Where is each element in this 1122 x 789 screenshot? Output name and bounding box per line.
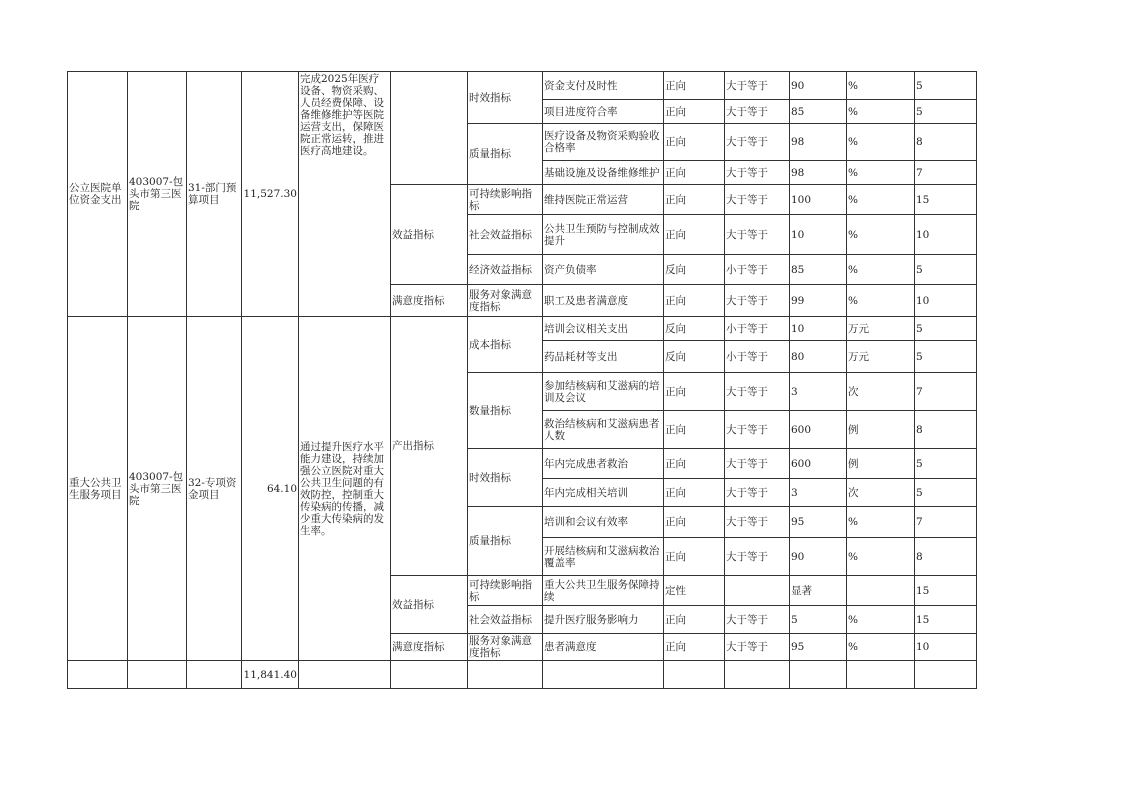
amount-cell: 11,527.30 bbox=[242, 72, 299, 317]
indicator-name-cell: 培训和会议有效率 bbox=[543, 507, 664, 538]
project-name-cell: 重大公共卫生服务项目 bbox=[68, 317, 128, 661]
direction-cell: 正向 bbox=[664, 634, 725, 661]
indicator-name-cell: 患者满意度 bbox=[543, 634, 664, 661]
indicator-name-cell: 年内完成相关培训 bbox=[543, 479, 664, 507]
unit-measure-cell: 次 bbox=[847, 373, 915, 411]
unit-measure-cell: % bbox=[847, 185, 915, 215]
direction-cell: 正向 bbox=[664, 373, 725, 411]
operator-cell: 大于等于 bbox=[725, 606, 790, 634]
empty-cell bbox=[391, 661, 468, 689]
indicator-level1-cell: 效益指标 bbox=[391, 576, 468, 634]
unit-measure-cell: % bbox=[847, 100, 915, 124]
direction-cell: 正向 bbox=[664, 161, 725, 185]
unit-measure-cell: % bbox=[847, 507, 915, 538]
goal-cell: 通过提升医疗水平能力建设，持续加强公立医院对重大公共卫生问题的有效防控，控制重大传染病的传播，减少重大传染病的发生率。 bbox=[299, 317, 391, 661]
indicator-level1-cell: 满意度指标 bbox=[391, 285, 468, 317]
operator-cell: 大于等于 bbox=[725, 538, 790, 576]
weight-cell: 5 bbox=[915, 72, 977, 100]
indicator-level2-cell: 质量指标 bbox=[468, 507, 543, 576]
empty-cell bbox=[299, 661, 391, 689]
direction-cell: 正向 bbox=[664, 479, 725, 507]
empty-cell bbox=[915, 661, 977, 689]
indicator-name-cell: 医疗设备及物资采购验收合格率 bbox=[543, 124, 664, 161]
amount-cell: 64.10 bbox=[242, 317, 299, 661]
operator-cell: 大于等于 bbox=[725, 72, 790, 100]
direction-cell: 正向 bbox=[664, 185, 725, 215]
direction-cell: 正向 bbox=[664, 100, 725, 124]
operator-cell: 大于等于 bbox=[725, 507, 790, 538]
unit-measure-cell: % bbox=[847, 606, 915, 634]
operator-cell: 大于等于 bbox=[725, 479, 790, 507]
operator-cell bbox=[725, 576, 790, 606]
weight-cell: 5 bbox=[915, 449, 977, 479]
weight-cell: 7 bbox=[915, 373, 977, 411]
indicator-level1-cell: 产出指标 bbox=[391, 317, 468, 576]
weight-cell: 5 bbox=[915, 100, 977, 124]
empty-cell bbox=[68, 661, 128, 689]
empty-cell bbox=[543, 661, 664, 689]
direction-cell: 正向 bbox=[664, 411, 725, 449]
empty-cell bbox=[187, 661, 242, 689]
weight-cell: 5 bbox=[915, 255, 977, 285]
weight-cell: 8 bbox=[915, 411, 977, 449]
direction-cell: 反向 bbox=[664, 317, 725, 341]
weight-cell: 8 bbox=[915, 124, 977, 161]
indicator-level2-cell: 社会效益指标 bbox=[468, 606, 543, 634]
table-row bbox=[68, 72, 977, 100]
project-type-cell: 31-部门预算项目 bbox=[187, 72, 242, 317]
indicator-level2-cell: 质量指标 bbox=[468, 124, 543, 185]
direction-cell: 正向 bbox=[664, 507, 725, 538]
indicator-name-cell: 救治结核病和艾滋病患者人数 bbox=[543, 411, 664, 449]
project-type-cell: 32-专项资金项目 bbox=[187, 317, 242, 661]
indicator-level2-cell: 服务对象满意度指标 bbox=[468, 285, 543, 317]
weight-cell: 15 bbox=[915, 185, 977, 215]
table-row bbox=[68, 317, 977, 341]
direction-cell: 正向 bbox=[664, 538, 725, 576]
indicator-level2-cell: 成本指标 bbox=[468, 317, 543, 373]
total-row bbox=[68, 661, 977, 689]
direction-cell: 定性 bbox=[664, 576, 725, 606]
operator-cell: 大于等于 bbox=[725, 449, 790, 479]
weight-cell: 7 bbox=[915, 161, 977, 185]
operator-cell: 大于等于 bbox=[725, 634, 790, 661]
operator-cell: 大于等于 bbox=[725, 100, 790, 124]
unit-measure-cell: % bbox=[847, 215, 915, 255]
value-cell: 80 bbox=[790, 341, 847, 373]
weight-cell: 8 bbox=[915, 538, 977, 576]
indicator-name-cell: 药品耗材等支出 bbox=[543, 341, 664, 373]
indicator-name-cell: 资金支付及时性 bbox=[543, 72, 664, 100]
unit-measure-cell: 例 bbox=[847, 411, 915, 449]
indicator-name-cell: 重大公共卫生服务保障持续 bbox=[543, 576, 664, 606]
indicator-name-cell: 基础设施及设备维修维护 bbox=[543, 161, 664, 185]
empty-cell bbox=[847, 661, 915, 689]
unit-cell: 403007-包头市第三医院 bbox=[128, 317, 187, 661]
indicator-name-cell: 公共卫生预防与控制成效提升 bbox=[543, 215, 664, 255]
indicator-level1-cell: 效益指标 bbox=[391, 185, 468, 285]
indicator-level1-cell bbox=[391, 72, 468, 185]
indicator-name-cell: 资产负债率 bbox=[543, 255, 664, 285]
value-cell: 98 bbox=[790, 124, 847, 161]
goal-cell: 完成2025年医疗设备、物资采购、人员经费保障、设备维修维护等医院运营支出，保障医院正常运转，推进医疗高地建设。 bbox=[299, 72, 391, 317]
value-cell: 100 bbox=[790, 185, 847, 215]
indicator-level2-cell: 时效指标 bbox=[468, 72, 543, 124]
empty-cell bbox=[790, 661, 847, 689]
weight-cell: 5 bbox=[915, 341, 977, 373]
indicator-name-cell: 提升医疗服务影响力 bbox=[543, 606, 664, 634]
value-cell: 600 bbox=[790, 411, 847, 449]
direction-cell: 反向 bbox=[664, 255, 725, 285]
operator-cell: 大于等于 bbox=[725, 185, 790, 215]
weight-cell: 5 bbox=[915, 317, 977, 341]
operator-cell: 大于等于 bbox=[725, 161, 790, 185]
unit-measure-cell: 例 bbox=[847, 449, 915, 479]
value-cell: 85 bbox=[790, 100, 847, 124]
direction-cell: 正向 bbox=[664, 606, 725, 634]
unit-measure-cell bbox=[847, 576, 915, 606]
operator-cell: 大于等于 bbox=[725, 373, 790, 411]
total-amount-cell: 11,841.40 bbox=[242, 661, 299, 689]
unit-measure-cell: % bbox=[847, 161, 915, 185]
value-cell: 显著 bbox=[790, 576, 847, 606]
value-cell: 10 bbox=[790, 317, 847, 341]
indicator-level2-cell: 服务对象满意度指标 bbox=[468, 634, 543, 661]
unit-measure-cell: 万元 bbox=[847, 317, 915, 341]
value-cell: 3 bbox=[790, 373, 847, 411]
indicator-level2-cell: 社会效益指标 bbox=[468, 215, 543, 255]
indicator-level2-cell: 可持续影响指标 bbox=[468, 185, 543, 215]
direction-cell: 正向 bbox=[664, 215, 725, 255]
value-cell: 90 bbox=[790, 72, 847, 100]
value-cell: 600 bbox=[790, 449, 847, 479]
indicator-level2-cell: 经济效益指标 bbox=[468, 255, 543, 285]
indicator-level2-cell: 时效指标 bbox=[468, 449, 543, 507]
weight-cell: 10 bbox=[915, 215, 977, 255]
indicator-name-cell: 参加结核病和艾滋病的培训及会议 bbox=[543, 373, 664, 411]
unit-measure-cell: % bbox=[847, 285, 915, 317]
unit-measure-cell: % bbox=[847, 538, 915, 576]
direction-cell: 正向 bbox=[664, 72, 725, 100]
operator-cell: 大于等于 bbox=[725, 411, 790, 449]
operator-cell: 小于等于 bbox=[725, 317, 790, 341]
value-cell: 85 bbox=[790, 255, 847, 285]
indicator-level2-cell: 可持续影响指标 bbox=[468, 576, 543, 606]
unit-measure-cell: 万元 bbox=[847, 341, 915, 373]
weight-cell: 10 bbox=[915, 634, 977, 661]
weight-cell: 5 bbox=[915, 479, 977, 507]
indicator-name-cell: 开展结核病和艾滋病救治覆盖率 bbox=[543, 538, 664, 576]
empty-cell bbox=[725, 661, 790, 689]
direction-cell: 正向 bbox=[664, 285, 725, 317]
operator-cell: 大于等于 bbox=[725, 285, 790, 317]
indicator-level2-cell: 数量指标 bbox=[468, 373, 543, 449]
indicator-name-cell: 项目进度符合率 bbox=[543, 100, 664, 124]
weight-cell: 15 bbox=[915, 606, 977, 634]
operator-cell: 小于等于 bbox=[725, 341, 790, 373]
weight-cell: 7 bbox=[915, 507, 977, 538]
value-cell: 3 bbox=[790, 479, 847, 507]
value-cell: 95 bbox=[790, 507, 847, 538]
weight-cell: 15 bbox=[915, 576, 977, 606]
value-cell: 98 bbox=[790, 161, 847, 185]
indicator-name-cell: 年内完成患者救治 bbox=[543, 449, 664, 479]
operator-cell: 小于等于 bbox=[725, 255, 790, 285]
value-cell: 90 bbox=[790, 538, 847, 576]
project-name-cell: 公立医院单位资金支出 bbox=[68, 72, 128, 317]
indicator-name-cell: 职工及患者满意度 bbox=[543, 285, 664, 317]
unit-measure-cell: % bbox=[847, 124, 915, 161]
weight-cell: 10 bbox=[915, 285, 977, 317]
unit-measure-cell: % bbox=[847, 72, 915, 100]
value-cell: 5 bbox=[790, 606, 847, 634]
performance-goals-table bbox=[67, 71, 977, 689]
direction-cell: 正向 bbox=[664, 449, 725, 479]
value-cell: 99 bbox=[790, 285, 847, 317]
unit-measure-cell: % bbox=[847, 634, 915, 661]
unit-cell: 403007-包头市第三医院 bbox=[128, 72, 187, 317]
unit-measure-cell: 次 bbox=[847, 479, 915, 507]
direction-cell: 正向 bbox=[664, 124, 725, 161]
unit-measure-cell: % bbox=[847, 255, 915, 285]
direction-cell: 反向 bbox=[664, 341, 725, 373]
value-cell: 95 bbox=[790, 634, 847, 661]
indicator-name-cell: 维持医院正常运营 bbox=[543, 185, 664, 215]
operator-cell: 大于等于 bbox=[725, 124, 790, 161]
empty-cell bbox=[664, 661, 725, 689]
empty-cell bbox=[468, 661, 543, 689]
empty-cell bbox=[128, 661, 187, 689]
operator-cell: 大于等于 bbox=[725, 215, 790, 255]
indicator-name-cell: 培训会议相关支出 bbox=[543, 317, 664, 341]
indicator-level1-cell: 满意度指标 bbox=[391, 634, 468, 661]
value-cell: 10 bbox=[790, 215, 847, 255]
